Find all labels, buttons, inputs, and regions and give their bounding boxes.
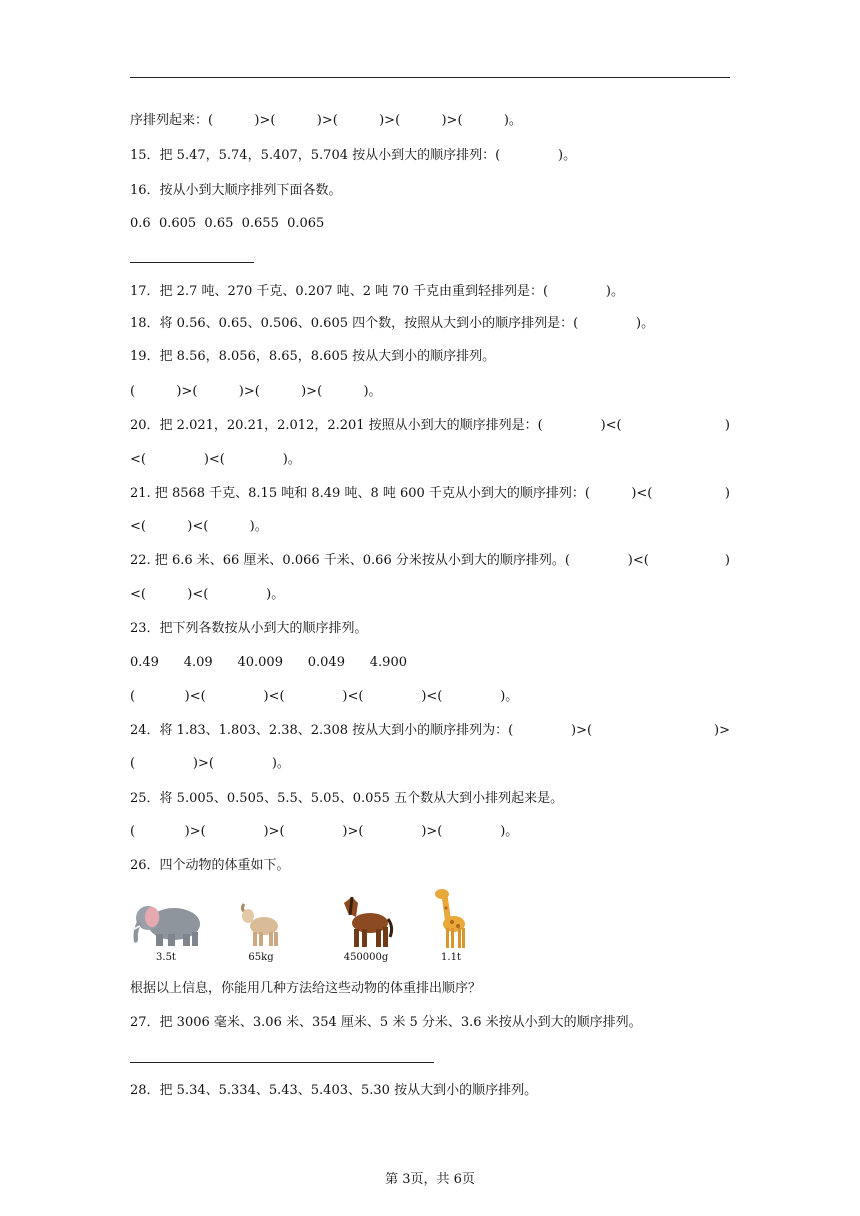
q23-blanks: ( )<( )<( )<( )<( )。: [130, 689, 519, 704]
q15: 15．把 5.47，5.74，5.407，5.704 按从小到大的顺序排列：( )。: [130, 148, 577, 163]
q20: 20．把 2.021，20.21，2.012，2.201 按照从小到大的顺序排列是：( )<(: [130, 418, 680, 433]
answer-line-16[interactable]: [130, 262, 254, 263]
giraffe-weight: 1.1t: [441, 952, 461, 963]
q17: 17．把 2.7 吨、270 千克、0.207 吨、2 吨 70 千克由重到轻排列是：( )。: [130, 284, 624, 299]
q21-close: ): [724, 486, 730, 501]
goat-icon: [236, 900, 286, 950]
q25-blanks: ( )>( )>( )>( )>( )。: [130, 824, 519, 839]
q19: 19．把 8.56，8.056，8.65，8.605 按从大到小的顺序排列。: [130, 349, 496, 364]
q22: 22. 把 6.6 米、66 厘米、0.066 千米、0.66 分米按从小到大的顺序排列。( )<(: [130, 553, 707, 568]
q24-close: )>: [714, 723, 730, 738]
answer-line-27[interactable]: [130, 1062, 434, 1063]
elephant-weight: 3.5t: [156, 952, 176, 963]
q21-cont: <( )<( )。: [130, 519, 268, 534]
q25: 25．将 5.005、0.505、5.5、5.05、0.055 五个数从大到小排列起来是。: [130, 791, 564, 806]
q16: 16．按从小到大顺序排列下面各数。: [130, 183, 342, 198]
q26-question: 根据以上信息，你能用几种方法给这些动物的体重排出顺序？: [130, 981, 482, 996]
q23: 23．把下列各数按从小到大的顺序排列。: [130, 621, 368, 636]
q24-cont: ( )>( )。: [130, 756, 290, 771]
horse-weight: 450000g: [343, 952, 389, 963]
q14-tail: 序排列起来：( )>( )>( )>( )>( )。: [130, 113, 522, 128]
q24: 24．将 1.83、1.803、2.38、2.308 按从大到小的顺序排列为：( )>(: [130, 723, 650, 738]
q20-close: ): [724, 418, 730, 433]
page-footer: 第 3页，共 6页: [385, 1172, 475, 1187]
q27: 27．把 3006 毫米、3.06 米、354 厘米、5 米 5 分米、3.6 米按从小到大的顺序排列。: [130, 1015, 642, 1030]
q28: 28．把 5.34、5.334、5.43、5.403、5.30 按从大到小的顺序排列。: [130, 1083, 538, 1098]
q18: 18．将 0.56、0.65、0.506、0.605 四个数，按照从大到小的顺序排列是：( )。: [130, 316, 655, 331]
elephant-icon: [128, 900, 204, 950]
q16-numbers: 0.6 0.605 0.65 0.655 0.065: [130, 216, 325, 231]
q19-blanks: ( )>( )>( )>( )。: [130, 384, 382, 399]
q21: 21. 把 8568 千克、8.15 吨和 8.49 吨、8 吨 600 千克从小到大的顺序排列：( )<(: [130, 486, 694, 501]
q23-numbers: 0.49 4.09 40.009 0.049 4.900: [130, 655, 407, 670]
q26: 26．四个动物的体重如下。: [130, 858, 290, 873]
goat-weight: 65kg: [248, 952, 274, 963]
q22-cont: <( )<( )。: [130, 587, 285, 602]
q20-cont: <( )<( )。: [130, 452, 301, 467]
giraffe-icon: [432, 886, 472, 950]
header-rule: [130, 77, 730, 78]
q22-close: ): [724, 553, 730, 568]
horse-icon: [338, 893, 394, 951]
